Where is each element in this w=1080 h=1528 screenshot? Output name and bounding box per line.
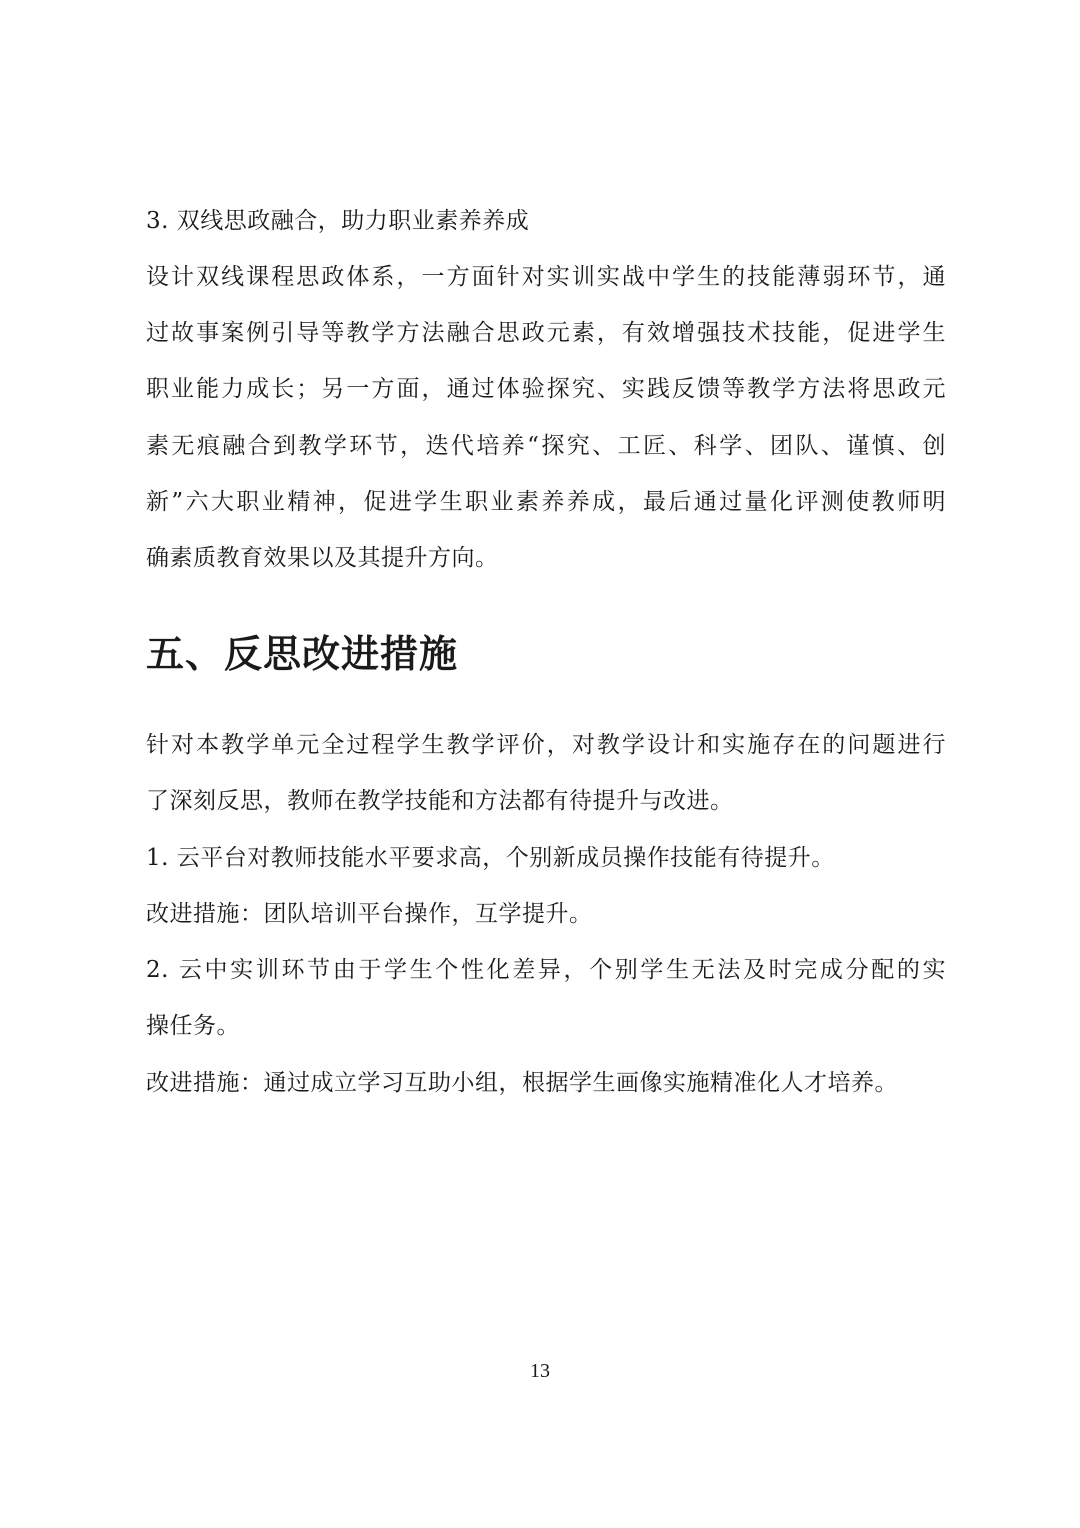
section-3-title: 3. 双线思政融合，助力职业素养养成 [146, 208, 530, 234]
paragraph-line: 设计双线课程思政体系，一方面针对实训实战中学生的技能薄弱环节，通 [146, 264, 946, 290]
item-2-measure: 改进措施：通过成立学习互助小组，根据学生画像实施精准化人才培养。 [146, 1070, 898, 1096]
paragraph-line: 素无痕融合到教学环节，迭代培养“探究、工匠、科学、团队、谨慎、创 [146, 433, 946, 459]
item-1-measure: 改进措施：团队培训平台操作，互学提升。 [146, 901, 593, 927]
item-2-problem-line: 2. 云中实训环节由于学生个性化差异，个别学生无法及时完成分配的实 [146, 957, 946, 983]
paragraph-line: 新”六大职业精神，促进学生职业素养养成，最后通过量化评测使教师明 [146, 489, 946, 515]
page-number: 13 [530, 1360, 550, 1382]
item-1-problem: 1. 云平台对教师技能水平要求高，个别新成员操作技能有待提升。 [146, 845, 835, 871]
item-2-problem-line: 操任务。 [146, 1013, 240, 1039]
paragraph-line: 职业能力成长；另一方面，通过体验探究、实践反馈等教学方法将思政元 [146, 376, 946, 402]
paragraph-line: 了深刻反思，教师在教学技能和方法都有待提升与改进。 [146, 788, 734, 814]
paragraph-line: 过故事案例引导等教学方法融合思政元素，有效增强技术技能，促进学生 [146, 320, 946, 346]
paragraph-line: 确素质教育效果以及其提升方向。 [146, 545, 499, 571]
paragraph-line: 针对本教学单元全过程学生教学评价，对教学设计和实施存在的问题进行 [146, 732, 946, 758]
chapter-5-heading: 五、反思改进措施 [146, 631, 459, 676]
